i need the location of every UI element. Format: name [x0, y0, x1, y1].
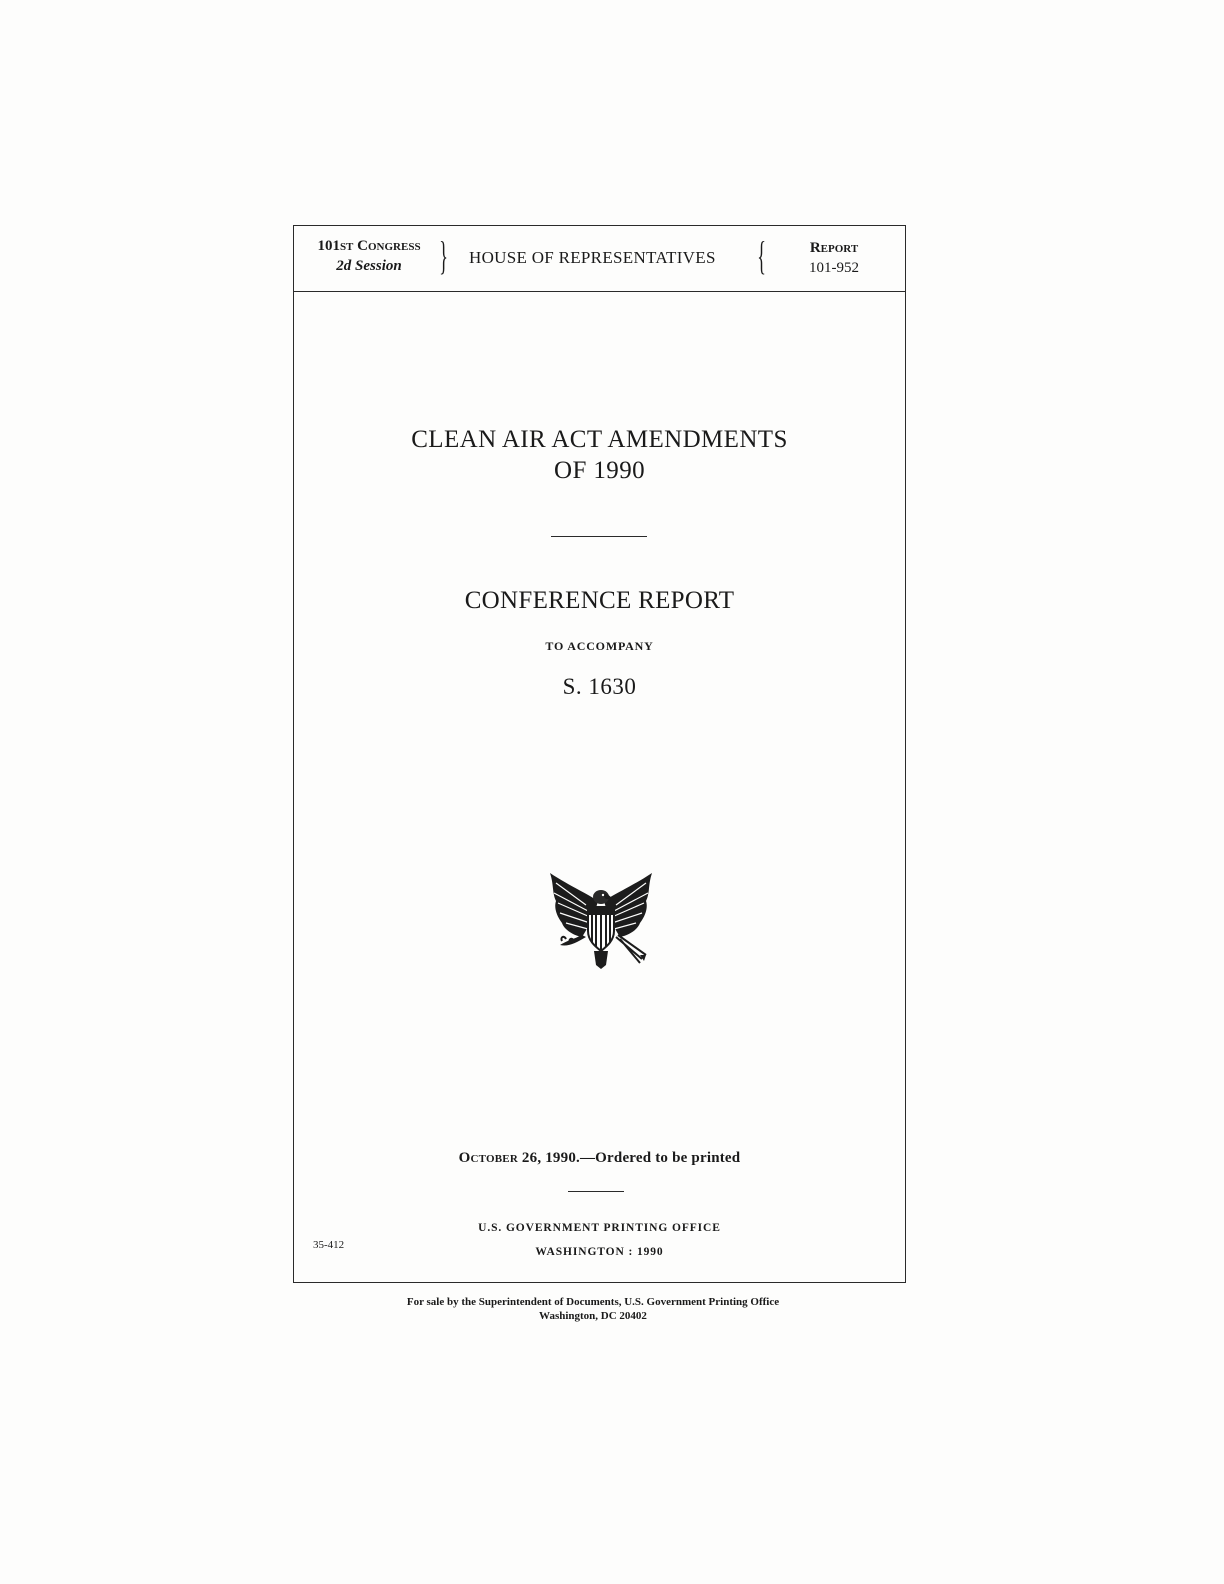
- bill-number: S. 1630: [562, 674, 637, 699]
- right-brace: {: [757, 233, 766, 278]
- printer-imprint: [294, 1216, 905, 1264]
- order-date-text: 26, 1990.—Ordered to be printed: [521, 1150, 741, 1166]
- report-number: 101-952: [809, 260, 859, 276]
- printer-location: WASHINGTON : 1990: [535, 1246, 664, 1258]
- congress-number: 101: [317, 238, 340, 254]
- footer-divider: [568, 1191, 624, 1192]
- congress-suffix: st: [339, 238, 354, 254]
- congress-word: Congress: [357, 238, 421, 254]
- title-line-1: CLEAN AIR ACT AMENDMENTS: [411, 426, 788, 453]
- report-number-block: [784, 238, 884, 278]
- printer-name: U.S. GOVERNMENT PRINTING OFFICE: [478, 1222, 721, 1234]
- sale-note-line-2: Washington, DC 20402: [539, 1310, 647, 1322]
- sale-note: [293, 1295, 893, 1323]
- congress-label: [305, 236, 433, 256]
- accompany-label: TO ACCOMPANY: [545, 639, 654, 653]
- document-title: [294, 424, 905, 486]
- report-type: CONFERENCE REPORT: [464, 587, 735, 614]
- report-header: [294, 226, 905, 292]
- title-divider: [551, 536, 647, 537]
- order-date-line: [294, 1150, 905, 1167]
- eagle-seal-icon: [546, 871, 656, 971]
- report-label: Report: [809, 240, 859, 256]
- session-label: 2d Session: [336, 258, 402, 274]
- chamber-label: HOUSE OF REPRESENTATIVES: [469, 248, 716, 267]
- title-line-2: OF 1990: [553, 457, 645, 484]
- sale-note-line-1: For sale by the Superintendent of Documents, U.S. Government Printing Office: [406, 1296, 780, 1308]
- congress-session-block: [305, 236, 433, 276]
- order-month: October: [458, 1150, 518, 1166]
- job-number: 35-412: [313, 1239, 345, 1251]
- left-brace: }: [439, 233, 448, 278]
- report-cover-frame: [293, 225, 906, 1283]
